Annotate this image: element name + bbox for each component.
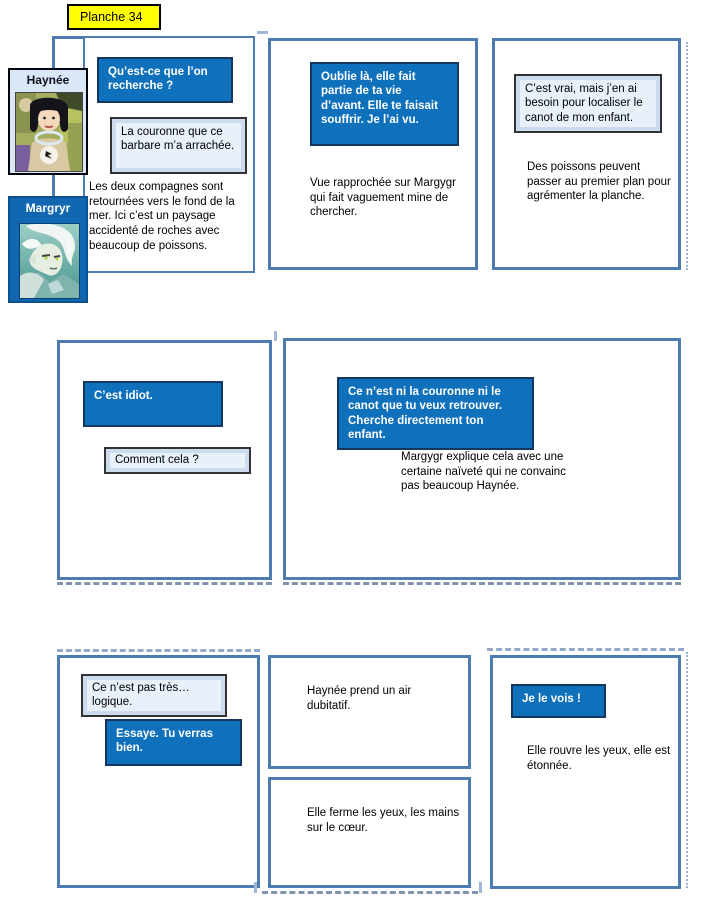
panel-note: Margygr explique cela avec une certaine naïveté qui ne convainc pas beaucoup Haynée.: [401, 451, 566, 493]
speech-bubble: Je le vois !: [511, 684, 606, 718]
caption-box: Ce n’est pas très… logique.: [81, 674, 227, 717]
caption-box: La couronne que ce barbare m’a arrachée.: [110, 117, 247, 174]
speech-bubble: Oublie là, elle fait partie de ta vie d’avant. Elle te faisait souffrir. Je l’ai vu.: [310, 62, 459, 146]
character-card-margryr: [8, 196, 88, 303]
panel-r1p3: [492, 38, 681, 270]
page-break-dashes: [57, 649, 260, 652]
panel-note: Des poissons peuvent passer au premier plan pour agrémenter la planche.: [527, 161, 671, 203]
panel-note: Les deux compagnes sont retournées vers le fond de la mer. Ici c’est un paysage accidenté de roches avec beaucoup de poissons.: [89, 181, 235, 252]
speech-bubble: Ce n’est ni la couronne ni le canot que tu veux retrouver. Cherche directement ton enfant.: [337, 377, 534, 450]
anchor-dash: [479, 882, 482, 893]
page-break-dashes: [283, 582, 681, 585]
character-card-haynee: [8, 68, 88, 175]
panel-note: Elle rouvre les yeux, elle est étonnée.: [527, 745, 671, 772]
margin-dotted-line: [686, 652, 688, 888]
caption-box: C’est vrai, mais j’en ai besoin pour localiser le canot de mon enfant.: [514, 74, 662, 133]
anchor-dash: [257, 31, 268, 34]
panel-note: Vue rapprochée sur Margygr qui fait vaguement mine de chercher.: [310, 177, 456, 219]
margryr-portrait: [19, 223, 80, 299]
panel-note: Haynée prend un air dubitatif.: [307, 685, 412, 712]
anchor-dash: [254, 882, 257, 893]
character-name: Margryr: [25, 201, 71, 215]
page-title: Planche 34: [67, 4, 161, 30]
page-break-dashes: [262, 891, 478, 894]
connector-line: [52, 36, 86, 39]
anchor-dash: [274, 331, 277, 341]
speech-bubble: Qu’est-ce que l’on recherche ?: [97, 57, 233, 103]
connector-line: [52, 36, 55, 70]
speech-bubble: Essaye. Tu verras bien.: [105, 719, 242, 766]
page-break-dashes: [57, 582, 272, 585]
speech-bubble: C’est idiot.: [83, 381, 223, 427]
character-name: Haynée: [26, 73, 70, 87]
connector-line: [52, 175, 55, 197]
haynee-portrait: [15, 92, 83, 172]
page-break-dashes: [487, 648, 684, 651]
caption-box: Comment cela ?: [104, 447, 251, 474]
margin-dotted-line: [686, 42, 688, 270]
panel-note: Elle ferme les yeux, les mains sur le cœur.: [307, 807, 460, 834]
